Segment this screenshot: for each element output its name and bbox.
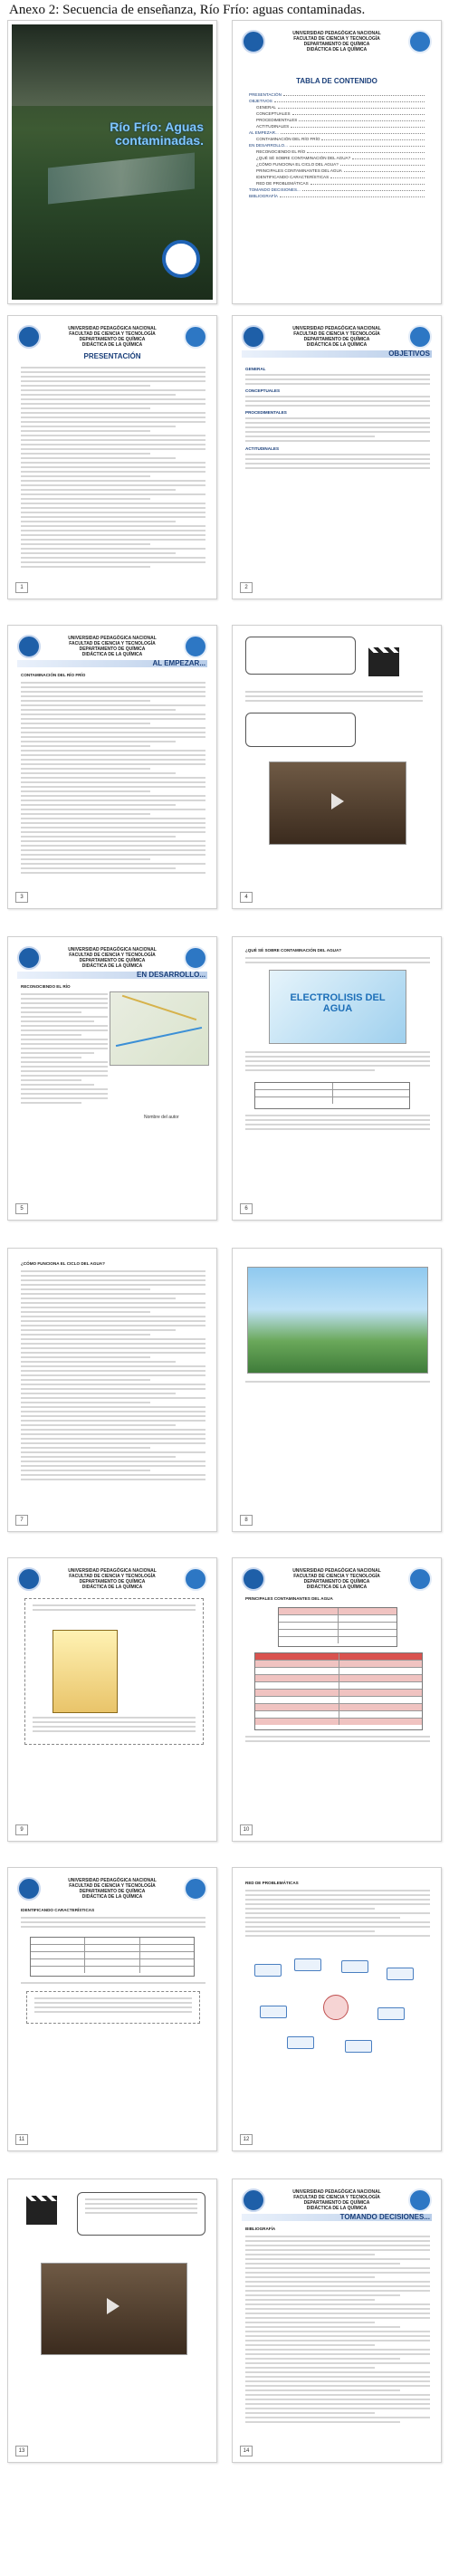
toc-leader-dots bbox=[340, 161, 425, 166]
toc-entry[interactable] bbox=[249, 148, 426, 155]
page-que-se bbox=[232, 936, 442, 1221]
department-logo bbox=[408, 30, 432, 53]
page-contaminantes bbox=[232, 1557, 442, 1842]
page-identificando bbox=[7, 1867, 217, 2151]
page-number: 3 bbox=[15, 892, 28, 903]
toc-entry[interactable] bbox=[249, 136, 426, 142]
subheading: ¿QUÉ SÉ SOBRE CONTAMINACIÓN DEL AGUA? bbox=[245, 948, 342, 953]
page-number: 13 bbox=[15, 2446, 28, 2456]
university-name: UNIVERSIDAD PEDAGÓGICA NACIONAL FACULTAD DE CIENCIA Y TECNOLOGÍA DEPARTAMENTO DE QUÍMICA DIDÁCTICA DE LA QUÍMICA bbox=[292, 1568, 381, 1590]
toc-leader-dots bbox=[291, 123, 425, 128]
section-title: AL EMPEZAR... bbox=[152, 659, 205, 667]
subheading-actitudinales: ACTITUDINALES bbox=[245, 446, 280, 451]
toc-entry-label: IDENTIFICANDO CARACTERÍSTICAS bbox=[256, 175, 330, 179]
contaminants-table-1 bbox=[278, 1607, 397, 1647]
upn-logo bbox=[242, 1567, 265, 1591]
university-name: UNIVERSIDAD PEDAGÓGICA NACIONAL FACULTAD DE CIENCIA Y TECNOLOGÍA DEPARTAMENTO DE QUÍMICA DIDÁCTICA DE LA QUÍMICA bbox=[292, 326, 381, 348]
subheading-general: GENERAL bbox=[245, 367, 266, 371]
subheading: RED DE PROBLEMÁTICAS bbox=[245, 1881, 299, 1885]
subheading: BIBLIOGRAFÍA bbox=[245, 2226, 276, 2231]
department-logo bbox=[408, 1567, 432, 1591]
toc-entry[interactable] bbox=[249, 193, 426, 199]
university-name: UNIVERSIDAD PEDAGÓGICA NACIONAL FACULTAD DE CIENCIA Y TECNOLOGÍA DEPARTAMENTO DE QUÍMICA DIDÁCTICA DE LA QUÍMICA bbox=[68, 1878, 157, 1900]
department-logo bbox=[408, 325, 432, 349]
toc-entry-label: PRESENTACIÓN bbox=[249, 92, 282, 97]
water-cycle-diagram bbox=[247, 1267, 428, 1374]
toc-entry-label: GENERAL bbox=[256, 105, 276, 110]
page-objetivos bbox=[232, 315, 442, 599]
toc-entry-label: EN DESARROLLO... bbox=[249, 143, 288, 148]
answer-box bbox=[245, 713, 356, 747]
spread-1 bbox=[7, 20, 442, 302]
question-box bbox=[245, 637, 356, 675]
toc-entry-label: AL EMPEZAR... bbox=[249, 130, 279, 135]
toc-entry[interactable] bbox=[249, 142, 426, 148]
toc-leader-dots bbox=[321, 136, 425, 140]
page-number: 8 bbox=[240, 1515, 253, 1526]
spread-8 bbox=[7, 2179, 442, 2461]
upn-logo bbox=[242, 325, 265, 349]
cover-page bbox=[7, 20, 217, 304]
toc-leader-dots bbox=[274, 98, 425, 102]
page-al-empezar bbox=[7, 625, 217, 909]
contaminants-table-2 bbox=[254, 1652, 423, 1730]
question-box bbox=[77, 2192, 205, 2236]
questions-box bbox=[26, 1991, 200, 2024]
page-number: 6 bbox=[240, 1203, 253, 1214]
toc-entry-label: ACTITUDINALES bbox=[256, 124, 290, 129]
video-thumbnail[interactable] bbox=[41, 2263, 187, 2355]
toc-leader-dots bbox=[278, 104, 425, 109]
page-number: 7 bbox=[15, 1515, 28, 1526]
toc-entry-label: RED DE PROBLEMÁTICAS bbox=[256, 181, 309, 186]
spread-6 bbox=[7, 1557, 442, 1840]
play-icon[interactable] bbox=[331, 793, 344, 809]
university-name: UNIVERSIDAD PEDAGÓGICA NACIONAL FACULTAD DE CIENCIA Y TECNOLOGÍA DEPARTAMENTO DE QUÍMICA DIDÁCTICA DE LA QUÍMICA bbox=[68, 947, 157, 969]
page-ciclo-texto bbox=[7, 1248, 217, 1532]
toc-leader-dots bbox=[290, 142, 425, 147]
university-name: UNIVERSIDAD PEDAGÓGICA NACIONAL FACULTAD DE CIENCIA Y TECNOLOGÍA DEPARTAMENTO DE QUÍMICA DIDÁCTICA DE LA QUÍMICA bbox=[292, 2189, 381, 2211]
toc-entry[interactable] bbox=[249, 187, 426, 193]
page-presentacion bbox=[7, 315, 217, 599]
toc-leader-dots bbox=[330, 174, 425, 178]
river-map bbox=[110, 991, 209, 1066]
page-number: 10 bbox=[240, 1824, 253, 1835]
toc-leader-dots bbox=[307, 148, 425, 153]
subheading: PRINCIPALES CONTAMINANTES DEL AGUA bbox=[245, 1596, 333, 1601]
toc-entry[interactable] bbox=[249, 98, 426, 104]
section-title: PRESENTACIÓN bbox=[83, 352, 141, 360]
toc-entry-label: RECONOCIENDO EL RÍO bbox=[256, 149, 306, 154]
page-ciclo-imagen bbox=[232, 1248, 442, 1532]
spread-5 bbox=[7, 1248, 442, 1530]
toc-entry-label: ¿QUÉ SÉ SOBRE CONTAMINACIÓN DEL AGUA? bbox=[256, 156, 351, 160]
department-logo bbox=[184, 1567, 207, 1591]
subheading: CONTAMINACIÓN DEL RÍO FRÍO bbox=[21, 673, 86, 677]
toc-leader-dots bbox=[352, 155, 425, 159]
body-text bbox=[21, 367, 205, 570]
page-number: 14 bbox=[240, 2446, 253, 2456]
toc-entry-label: OBJETIVOS bbox=[249, 99, 272, 103]
toc-entry[interactable] bbox=[249, 110, 426, 117]
electrolysis-image: ELECTROLISIS DEL AGUA bbox=[269, 970, 406, 1044]
university-name: UNIVERSIDAD PEDAGÓGICA NACIONAL FACULTAD DE CIENCIA Y TECNOLOGÍA DEPARTAMENTO DE QUÍMICA DIDÁCTICA DE LA QUÍMICA bbox=[68, 636, 157, 657]
section-title: TOMANDO DECISIONES... bbox=[339, 2213, 430, 2221]
toc-entry-label: ¿CÓMO FUNCIONA EL CICLO DEL AGUA? bbox=[256, 162, 339, 167]
spread-2 bbox=[7, 315, 442, 598]
subheading: ¿CÓMO FUNCIONA EL CICLO DEL AGUA? bbox=[21, 1261, 105, 1266]
toc-leader-dots bbox=[302, 187, 425, 191]
problem-network-diagram bbox=[251, 1958, 423, 2058]
page-red-problematicas bbox=[232, 1867, 442, 2151]
upn-logo bbox=[242, 2188, 265, 2212]
figure-caption: Anexo 2: Secuencia de enseñanza, Río Frío: aguas contaminadas. bbox=[9, 3, 366, 17]
upn-logo bbox=[17, 1567, 41, 1591]
toc-entry[interactable] bbox=[249, 104, 426, 110]
page-tomando-decisiones bbox=[232, 2179, 442, 2463]
page-number: 5 bbox=[15, 1203, 28, 1214]
university-name: UNIVERSIDAD PEDAGÓGICA NACIONAL FACULTAD DE CIENCIA Y TECNOLOGÍA DEPARTAMENTO DE QUÍMICA DIDÁCTICA DE LA QUÍMICA bbox=[68, 1568, 157, 1590]
toc-entry-label: BIBLIOGRAFÍA bbox=[249, 194, 278, 198]
toc-entry[interactable] bbox=[249, 180, 426, 187]
department-logo bbox=[184, 635, 207, 658]
subheading-conceptuales: CONCEPTUALES bbox=[245, 388, 281, 393]
upn-logo bbox=[17, 946, 41, 970]
department-logo bbox=[184, 946, 207, 970]
university-logo bbox=[162, 240, 200, 278]
toc-entry-label: CONTAMINACIÓN DEL RÍO FRÍO bbox=[256, 137, 320, 141]
activity-box bbox=[24, 1598, 204, 1745]
page-number: 4 bbox=[240, 892, 253, 903]
characteristics-table bbox=[30, 1937, 195, 1977]
toc-leader-dots bbox=[292, 110, 425, 115]
page-number: 12 bbox=[240, 2134, 253, 2145]
tank-diagram bbox=[53, 1630, 118, 1713]
subheading-procedimentales: PROCEDIMENTALES bbox=[245, 410, 287, 415]
video-thumbnail[interactable] bbox=[269, 761, 406, 845]
upn-logo bbox=[242, 30, 265, 53]
answer-table bbox=[254, 1082, 410, 1109]
toc-leader-dots bbox=[344, 168, 425, 172]
toc-leader-dots bbox=[310, 180, 425, 185]
map-credit: Nombre del autor bbox=[144, 1115, 179, 1120]
toc-entry[interactable] bbox=[249, 168, 426, 174]
toc-page bbox=[232, 20, 442, 304]
toc-entry[interactable] bbox=[249, 117, 426, 123]
upn-logo bbox=[17, 325, 41, 349]
page-number: 2 bbox=[240, 582, 253, 593]
page-number: 1 bbox=[15, 582, 28, 593]
section-title: OBJETIVOS bbox=[388, 350, 430, 358]
page-number: 11 bbox=[15, 2134, 28, 2145]
university-name: UNIVERSIDAD PEDAGÓGICA NACIONAL FACULTAD DE CIENCIA Y TECNOLOGÍA DEPARTAMENTO DE QUÍMICA DIDÁCTICA DE LA QUÍMICA bbox=[292, 31, 381, 53]
subheading: IDENTIFICANDO CARACTERÍSTICAS bbox=[21, 1908, 95, 1912]
clapperboard-icon bbox=[368, 653, 399, 676]
department-logo bbox=[184, 325, 207, 349]
page-diagrama bbox=[7, 1557, 217, 1842]
toc-entry[interactable] bbox=[249, 123, 426, 129]
page-activity-video bbox=[232, 625, 442, 909]
department-logo bbox=[184, 1877, 207, 1901]
subheading: RECONOCIENDO EL RÍO bbox=[21, 984, 71, 989]
toc-entry-label: PRINCIPALES CONTAMINANTES DEL AGUA bbox=[256, 168, 342, 173]
spread-7 bbox=[7, 1867, 442, 2150]
toc-entry[interactable] bbox=[249, 155, 426, 161]
toc-entry-label: TOMANDO DECISIONES... bbox=[249, 187, 301, 192]
play-icon[interactable] bbox=[107, 2298, 119, 2314]
university-name: UNIVERSIDAD PEDAGÓGICA NACIONAL FACULTAD DE CIENCIA Y TECNOLOGÍA DEPARTAMENTO DE QUÍMICA DIDÁCTICA DE LA QUÍMICA bbox=[68, 326, 157, 348]
toc-entry-label: PROCEDIMENTALES bbox=[256, 118, 298, 122]
toc-title: TABLA DE CONTENIDO bbox=[296, 77, 377, 85]
section-title: EN DESARROLLO... bbox=[136, 971, 205, 979]
toc-leader-dots bbox=[280, 193, 425, 197]
spread-3 bbox=[7, 625, 442, 907]
toc-entry-label: CONCEPTUALES bbox=[256, 111, 291, 116]
page-video-final bbox=[7, 2179, 217, 2463]
spread-4 bbox=[7, 936, 442, 1219]
upn-logo bbox=[17, 1877, 41, 1901]
toc-entry[interactable] bbox=[249, 129, 426, 136]
toc-leader-dots bbox=[299, 117, 425, 121]
toc-entry[interactable] bbox=[249, 91, 426, 98]
upn-logo bbox=[17, 635, 41, 658]
toc-entry[interactable] bbox=[249, 161, 426, 168]
page-number: 9 bbox=[15, 1824, 28, 1835]
clapperboard-icon bbox=[26, 2201, 57, 2225]
page-header bbox=[242, 28, 432, 53]
department-logo bbox=[408, 2188, 432, 2212]
toc-list bbox=[249, 91, 426, 199]
toc-leader-dots bbox=[281, 129, 425, 134]
toc-leader-dots bbox=[283, 91, 425, 96]
page-reconociendo bbox=[7, 936, 217, 1221]
cover-title: Río Frío: Aguas contaminadas. bbox=[110, 120, 204, 148]
toc-entry[interactable] bbox=[249, 174, 426, 180]
